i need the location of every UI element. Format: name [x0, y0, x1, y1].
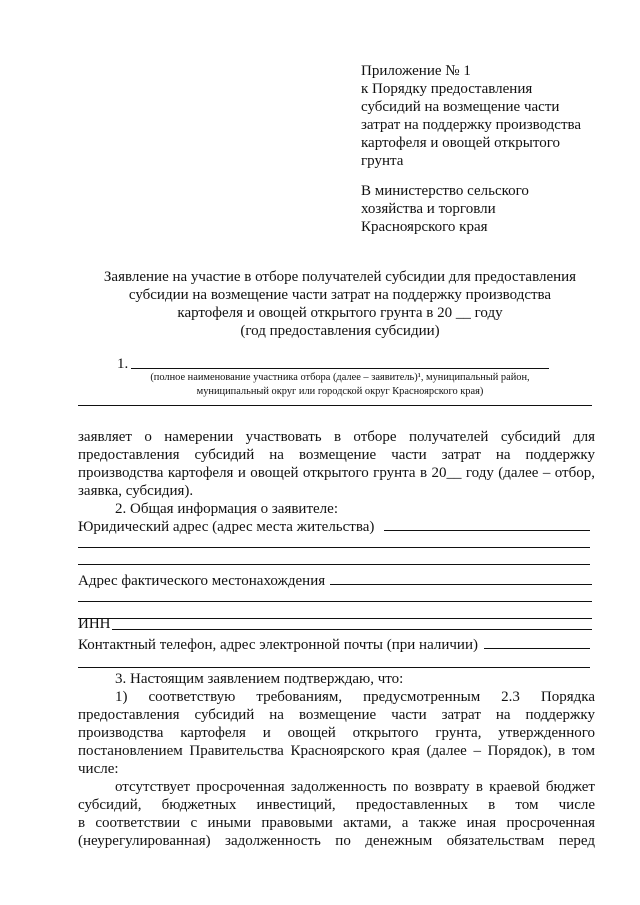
actual-address-input-2[interactable]	[78, 601, 592, 602]
field-number: 1.	[117, 356, 129, 372]
section-heading: 2. Общая информация о заявителе:	[115, 501, 338, 517]
appendix-line: картофеля и овощей открытого	[361, 135, 560, 151]
item1-line: постановлением Правительства Красноярского края (далее – Порядок), в том	[78, 743, 595, 759]
appendix-line: грунта	[361, 153, 404, 169]
legal-address-input-3[interactable]	[78, 564, 590, 565]
legal-address-input-2[interactable]	[78, 547, 590, 548]
appendix-line: затрат на поддержку производства	[361, 117, 582, 133]
appendix-line: субсидий на возмещение части	[361, 99, 560, 115]
item1-line: 1) соответствую требованиям, предусмотренным 2.3 Порядка	[115, 689, 595, 705]
item1-line: предоставления субсидий на возмещение части затрат на поддержку	[78, 707, 595, 723]
field-hint: (полное наименование участника отбора (далее – заявитель)¹, муниципальный район,	[150, 372, 530, 383]
item1-sub-line: (неурегулированная) задолженность по денежным обязательствам перед	[78, 833, 595, 849]
applicant-name-line-2[interactable]	[78, 405, 592, 406]
legal-address-label: Юридический адрес (адрес места жительства)	[78, 519, 375, 535]
addressee-line: В министерство сельского	[361, 183, 529, 199]
intro-line: заявляет о намерении участвовать в отборе получателей субсидий для	[78, 429, 595, 445]
intro-line: предоставления субсидий на возмещение части затрат на поддержку	[78, 447, 595, 463]
actual-address-input-3[interactable]	[78, 618, 592, 619]
inn-label: ИНН	[78, 616, 111, 632]
document-title-line: субсидии на возмещение части затрат на поддержку производства	[128, 287, 552, 303]
document-title-line: картофеля и овощей открытого грунта в 20 __ году	[177, 305, 503, 321]
actual-address-label: Адрес фактического местонахождения	[78, 573, 326, 589]
actual-address-input[interactable]	[330, 584, 592, 585]
item1-line: производства картофеля и овощей открытого грунта, утвержденного	[78, 725, 595, 741]
addressee-line: Красноярского края	[361, 219, 488, 235]
item1-sub-line: отсутствует просроченная задолженность по возврату в краевой бюджет	[115, 779, 595, 795]
inn-input[interactable]	[112, 629, 592, 630]
contacts-input[interactable]	[484, 648, 590, 649]
addressee-line: хозяйства и торговли	[361, 201, 496, 217]
item1-sub-line: субсидий, бюджетных инвестиций, предоставленных в том числе	[78, 797, 595, 813]
document-title-line: Заявление на участие в отборе получателей субсидии для предоставления	[103, 269, 577, 285]
appendix-line: к Порядку предоставления	[361, 81, 533, 97]
contacts-input-2[interactable]	[78, 667, 590, 668]
intro-line: заявка, субсидия).	[78, 483, 194, 499]
section-heading: 3. Настоящим заявлением подтверждаю, что:	[115, 671, 404, 687]
document-title-line: (год предоставления субсидии)	[240, 323, 440, 339]
item1-line: числе:	[78, 761, 119, 777]
applicant-name-line[interactable]	[131, 368, 549, 369]
legal-address-input[interactable]	[384, 530, 590, 531]
item1-sub-line: в соответствии с иными правовыми актами, а также иная просроченная	[78, 815, 595, 831]
appendix-line: Приложение № 1	[361, 63, 471, 79]
contacts-label: Контактный телефон, адрес электронной почты (при наличии)	[78, 637, 478, 653]
field-hint: муниципальный округ или городской округ Красноярского края)	[196, 386, 484, 397]
intro-line: производства картофеля и овощей открытого грунта в 20__ году (далее – отбор,	[78, 465, 595, 481]
